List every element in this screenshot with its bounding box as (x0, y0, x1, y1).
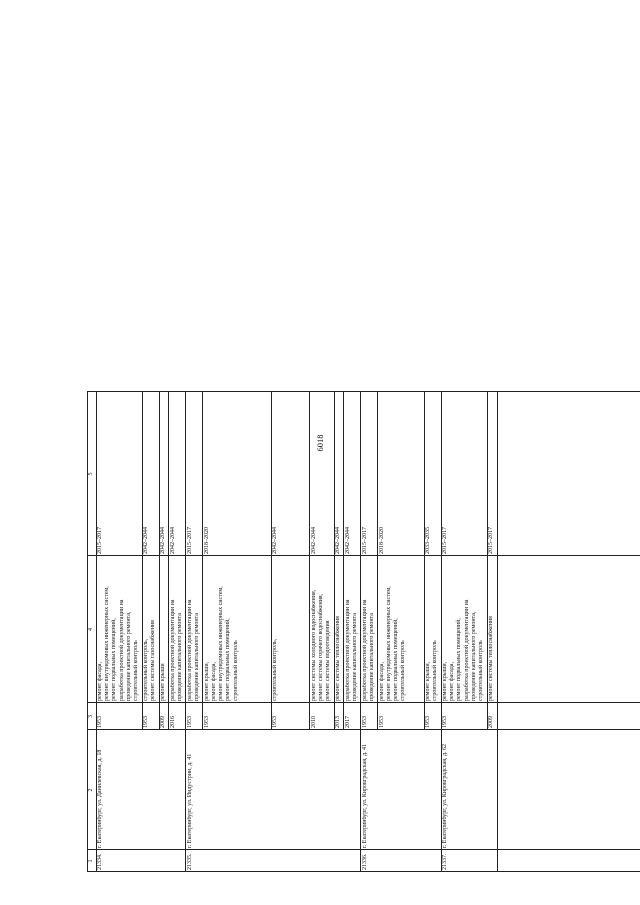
work-line: проведение капитального ремонта (176, 613, 183, 701)
works-table (87, 72, 567, 872)
work-line: ремонт фасада, (210, 662, 217, 701)
work-line: ремонт системы холодного водоснабжения, (310, 589, 317, 701)
row-year: 2016 (169, 716, 176, 728)
column-rule (87, 702, 640, 703)
work-line: строительный контроль (133, 640, 140, 701)
row-period: 2042–2044 (334, 527, 341, 554)
row-period: 2018–2020 (378, 527, 385, 554)
column-rule (87, 849, 640, 850)
work-line: ремонт фасада, (96, 662, 103, 701)
work-line: ремонт системы водоотведения (325, 620, 332, 701)
header-col-3: 3 (88, 715, 94, 718)
row-work (425, 556, 442, 703)
work-line: проведение капитального ремонта (368, 613, 375, 701)
work-line: ремонт системы теплоснабжения (488, 616, 494, 701)
work-line: проведение капитального ремонта, (470, 611, 477, 701)
row-year: 1953 (142, 716, 149, 728)
row-work (272, 556, 311, 703)
work-line: разработка проектной документации на (344, 599, 351, 701)
work-line: ремонт системы горячего водоснабжения, (317, 593, 324, 701)
row-year: 1953 (96, 716, 103, 728)
work-line: ремонт системы теплоснабжения (334, 616, 341, 701)
row-work (311, 556, 335, 703)
entry-number: 21337. (441, 853, 448, 870)
row-period: 2015–2017 (361, 527, 368, 554)
work-line: ремонт крыши, (203, 661, 210, 701)
work-line: ремонт подвальных помещений, (393, 618, 400, 701)
work-line: проведение капитального ремонта (351, 613, 358, 701)
row-year: 1953 (271, 716, 278, 728)
row-year: 1953 (424, 716, 431, 728)
entry-address: г. Екатеринбург, ул. Индустрии, д. 41 (186, 753, 193, 848)
row-year: 2009 (488, 716, 494, 728)
row-period: 2015–2017 (96, 527, 103, 554)
work-line: ремонт крыши (159, 663, 166, 701)
row-work (204, 556, 272, 703)
row-period: 2018–2020 (203, 527, 210, 554)
work-line: ремонт крыши, (424, 661, 431, 701)
work-line: разработка проектной документации на (463, 599, 470, 701)
column-rule (87, 729, 640, 730)
row-year: 2013 (334, 716, 341, 728)
row-period: 2015–2017 (488, 527, 494, 554)
row-work (187, 556, 204, 703)
row-work (143, 556, 160, 703)
column-rule (87, 871, 640, 872)
column-rule (87, 391, 640, 392)
work-line: ремонт внутридомовых инженерных систем, (103, 586, 110, 701)
work-line: ремонт подвальных помещений, (111, 618, 118, 701)
work-line: ремонт фасада, (378, 662, 385, 701)
page-number: 6018 (315, 434, 325, 452)
entry-number: 21334. (96, 853, 103, 870)
work-line: ремонт фасада, (449, 662, 456, 701)
row-period: 2042–2044 (169, 527, 176, 554)
row-year: 2009 (159, 716, 166, 728)
work-line: разработка проектной документации на (169, 599, 176, 701)
row-work (362, 556, 379, 703)
row-year: 1953 (186, 716, 193, 728)
row-period: 2015–2017 (186, 527, 193, 554)
header-col-2: 2 (88, 788, 94, 792)
entry-number: 21335. (186, 853, 193, 870)
header-col-4: 4 (88, 628, 94, 631)
row-period: 2042–2044 (344, 527, 351, 554)
row-period: 2033–2035 (424, 527, 431, 554)
work-line: строительный контроль (432, 640, 439, 701)
row-rule (87, 392, 88, 872)
row-rule (497, 392, 498, 872)
entry-address: г. Екатеринбург, ул. Кировградская, д. 41 (361, 743, 368, 848)
row-period: 2042–2044 (142, 527, 149, 554)
row-period: 2042–2044 (159, 527, 166, 554)
work-line: ремонт внутридомовых инженерных систем, (218, 586, 225, 701)
header-col-1: 1 (88, 859, 94, 863)
work-line: строительный контроль, (142, 638, 149, 701)
work-line: строительный контроль (232, 640, 239, 701)
row-work (97, 556, 143, 703)
entry-address: г. Екатеринбург, ул. Данилевская, д. 18 (96, 749, 103, 848)
row-period: 2042–2044 (310, 527, 317, 554)
work-line: строительный контроль, (271, 638, 278, 701)
row-year: 2017 (344, 716, 351, 728)
row-work (379, 556, 425, 703)
row-year: 2010 (310, 716, 317, 728)
entry-address: г. Екатеринбург, ул. Кировградская, д. 62 (441, 743, 448, 848)
work-line: разработка проектной документации на (186, 599, 193, 701)
work-line: ремонт подвальных помещений, (456, 618, 463, 701)
row-work (170, 556, 187, 703)
work-line: ремонт подвальных помещений, (225, 618, 232, 701)
row-year: 1953 (203, 716, 210, 728)
entry-number: 21336. (361, 853, 368, 870)
work-line: проведение капитального ремонта, (125, 611, 132, 701)
row-period: 2015–2017 (441, 527, 448, 554)
header-col-5: 5 (88, 472, 94, 476)
work-line: разработка проектной документации на (361, 599, 368, 701)
row-year: 1953 (361, 716, 368, 728)
work-line: строительный контроль (478, 640, 485, 701)
row-work (345, 556, 362, 703)
column-rule (87, 555, 640, 556)
row-year: 1953 (378, 716, 385, 728)
row-work (442, 556, 488, 703)
work-line: ремонт системы газоснабжения (150, 620, 157, 701)
work-line: ремонт крыши, (441, 661, 448, 701)
row-period: 2042–2044 (271, 527, 278, 554)
work-line: разработка проектной документации на (118, 599, 125, 701)
work-line: ремонт внутридомовых инженерных систем, (385, 586, 392, 701)
row-year: 1953 (441, 716, 448, 728)
work-line: строительный контроль (400, 640, 407, 701)
work-line: проведение капитального ремонта (193, 613, 200, 701)
